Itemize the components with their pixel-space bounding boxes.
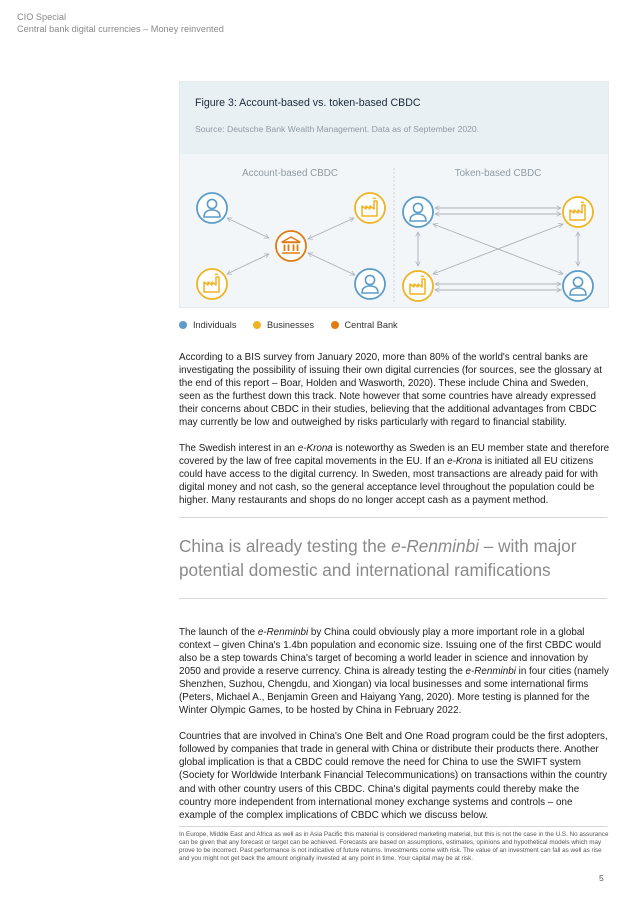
body-section-1 <box>179 351 611 521</box>
paragraph-erenminbi: The launch of the e-Renminbi by China could obviously play a more important role in a global context – given China's 1.4bn population and economic size. Issuing one of the first CBDC would also be a step towards China's target of becoming a world leader in science and innovation by 2050 and provide a reserve currency. China is already testing the e-Renminbi in four cities (namely Shenzhen, Suzhou, Chengdu, and Xiongan) via local businesses and some international firms (Peters, Michael A., Benjamin Green and Haiyang Yang, 2020). More testing is planned for the Winter Olympic Games, to be hosted by China in February 2022. <box>179 627 609 717</box>
factory-icon <box>563 197 593 227</box>
figure-title: Figure 3: Account-based vs. token-based CBDC <box>195 97 421 109</box>
header-subtitle: Central bank digital currencies – Money reinvented <box>17 24 224 34</box>
section-heading: China is already testing the e-Renminbi – with major potential domestic and international ramifications <box>179 536 577 580</box>
figure-legend <box>179 320 412 330</box>
legend-item-businesses: Businesses <box>253 320 314 330</box>
factory-icon <box>403 271 433 301</box>
account-based-label: Account-based CBDC <box>242 168 338 179</box>
bank-icon <box>276 231 306 261</box>
factory-icon <box>197 269 227 299</box>
paragraph-belt-road: Countries that are involved in China's One Belt and One Road program could be the first adopters, followed by companies that trade in general with China or distribute their products there. Another global implication is that a CBDC could remove the need for China to use the SWIFT system (Society for Worldwide Interbank Financial Telecommunications) on transactions within the country and with other country users of this CBDC. China's digital payments could thereby make the country more independent from international money exchange systems and controls – one example of the complex implications of CBDC which we discuss below. <box>179 731 608 821</box>
arrow-business-bank-lower <box>227 254 269 274</box>
cbdc-diagram <box>180 154 608 307</box>
legend-dot-icon <box>179 321 187 329</box>
arrow-business-bank-upper <box>308 218 354 239</box>
legend-dot-icon <box>253 321 261 329</box>
individual-icon <box>403 197 433 227</box>
footer-divider <box>179 826 607 827</box>
token-based-label: Token-based CBDC <box>454 168 542 179</box>
arrow-individual-bank <box>227 218 269 238</box>
figure-3 <box>179 81 609 308</box>
factory-icon <box>355 193 385 223</box>
legend-item-central-bank: Central Bank <box>331 320 398 330</box>
figure-header <box>180 82 608 154</box>
paragraph-swedish-ekrona: The Swedish interest in an e-Krona is noteworthy as Sweden is an EU member state and therefore covered by the law of free capital movements in the EU. If an e-Krona is initiated all EU citizens could have access to the digital currency. In Sweden, most transactions are already paid for with digital money and not cash, so the general acceptance level throughout the population could be higher. Many restaurants and shops do no longer accept cash as a payment method. <box>179 443 610 507</box>
disclaimer: In Europe, Middle East and Africa as well as in Asia Pacific this material is considered marketing material, but this is not the case in the U.S. No assurance can be given that any forecast or target can be achieved. Forecasts are based on assumptions, estimates, opinions and hypothetical models which may prove to be incorrect. Past performance is not indicative of future returns. Investments come with risk. The value of an investment can fall as well as rise and you might not get back the amount originally invested at any point in time. Your capital may be at risk. <box>179 831 609 863</box>
figure-source: Source: Deutsche Bank Wealth Management. Data as of September 2020. <box>195 124 480 134</box>
individual-icon <box>355 269 385 299</box>
individual-icon <box>197 193 227 223</box>
legend-item-individuals: Individuals <box>179 320 236 330</box>
page-number: 5 <box>599 873 604 883</box>
running-header <box>17 11 224 35</box>
legend-dot-icon <box>331 321 339 329</box>
individual-icon <box>563 271 593 301</box>
section-divider-bottom <box>179 598 607 599</box>
section-divider-top <box>179 517 607 518</box>
arrow-individual-bank-lower <box>308 253 355 275</box>
header-title: CIO Special <box>17 12 67 22</box>
body-section-2 <box>179 626 611 835</box>
paragraph-bis-survey: According to a BIS survey from January 2020, more than 80% of the world's central banks are investigating the possibility of issuing their own digital currencies (for sources, see the glossary at the end of this report – Boar, Holden and Wasworth, 2020). These include China and Sweden, seen as the furthest down this track. Note however that some countries have already expressed their concerns about CBDC in their studies, believing that the additional advantages from CBDC may currently be low and outweighed by risks particularly with regard to financial stability. <box>179 352 602 429</box>
